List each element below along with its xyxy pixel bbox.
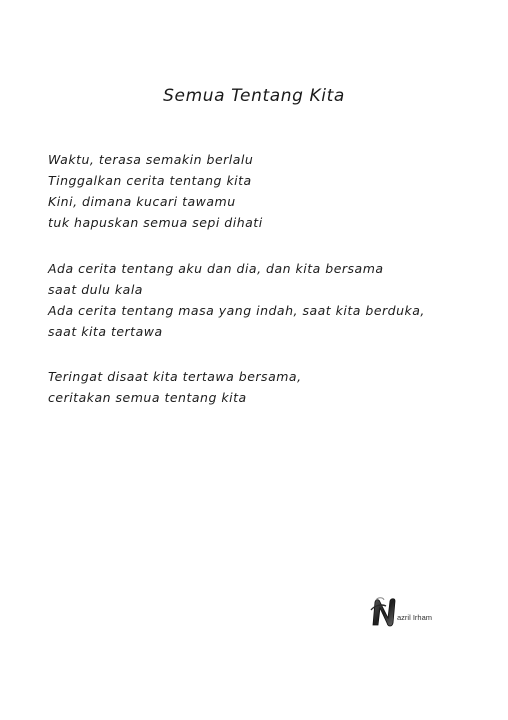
poem-line: Ada cerita tentang aku dan dia, dan kita bersama: [48, 261, 384, 276]
poem-line: Waktu, terasa semakin berlalu: [48, 152, 254, 167]
poem-line: Tinggalkan cerita tentang kita: [48, 173, 252, 188]
poem-line: Teringat disaat kita tertawa bersama,: [48, 369, 302, 384]
stanza-2: [48, 258, 488, 342]
poem-line: saat kita tertawa: [48, 324, 163, 339]
stanza-3: [48, 366, 488, 408]
stylized-n-logo-icon: [370, 596, 398, 628]
author-signature: [370, 596, 450, 630]
poem-title: Semua Tentang Kita: [163, 86, 345, 106]
poem-line: Ada cerita tentang masa yang indah, saat kita berduka,: [48, 303, 425, 318]
poem-line: ceritakan semua tentang kita: [48, 390, 247, 405]
poem-line: Kini, dimana kucari tawamu: [48, 194, 236, 209]
poem-line: tuk hapuskan semua sepi dihati: [48, 215, 263, 230]
author-name: azril Irham: [397, 613, 433, 622]
poem-line: saat dulu kala: [48, 282, 143, 297]
stanza-1: [48, 149, 488, 233]
